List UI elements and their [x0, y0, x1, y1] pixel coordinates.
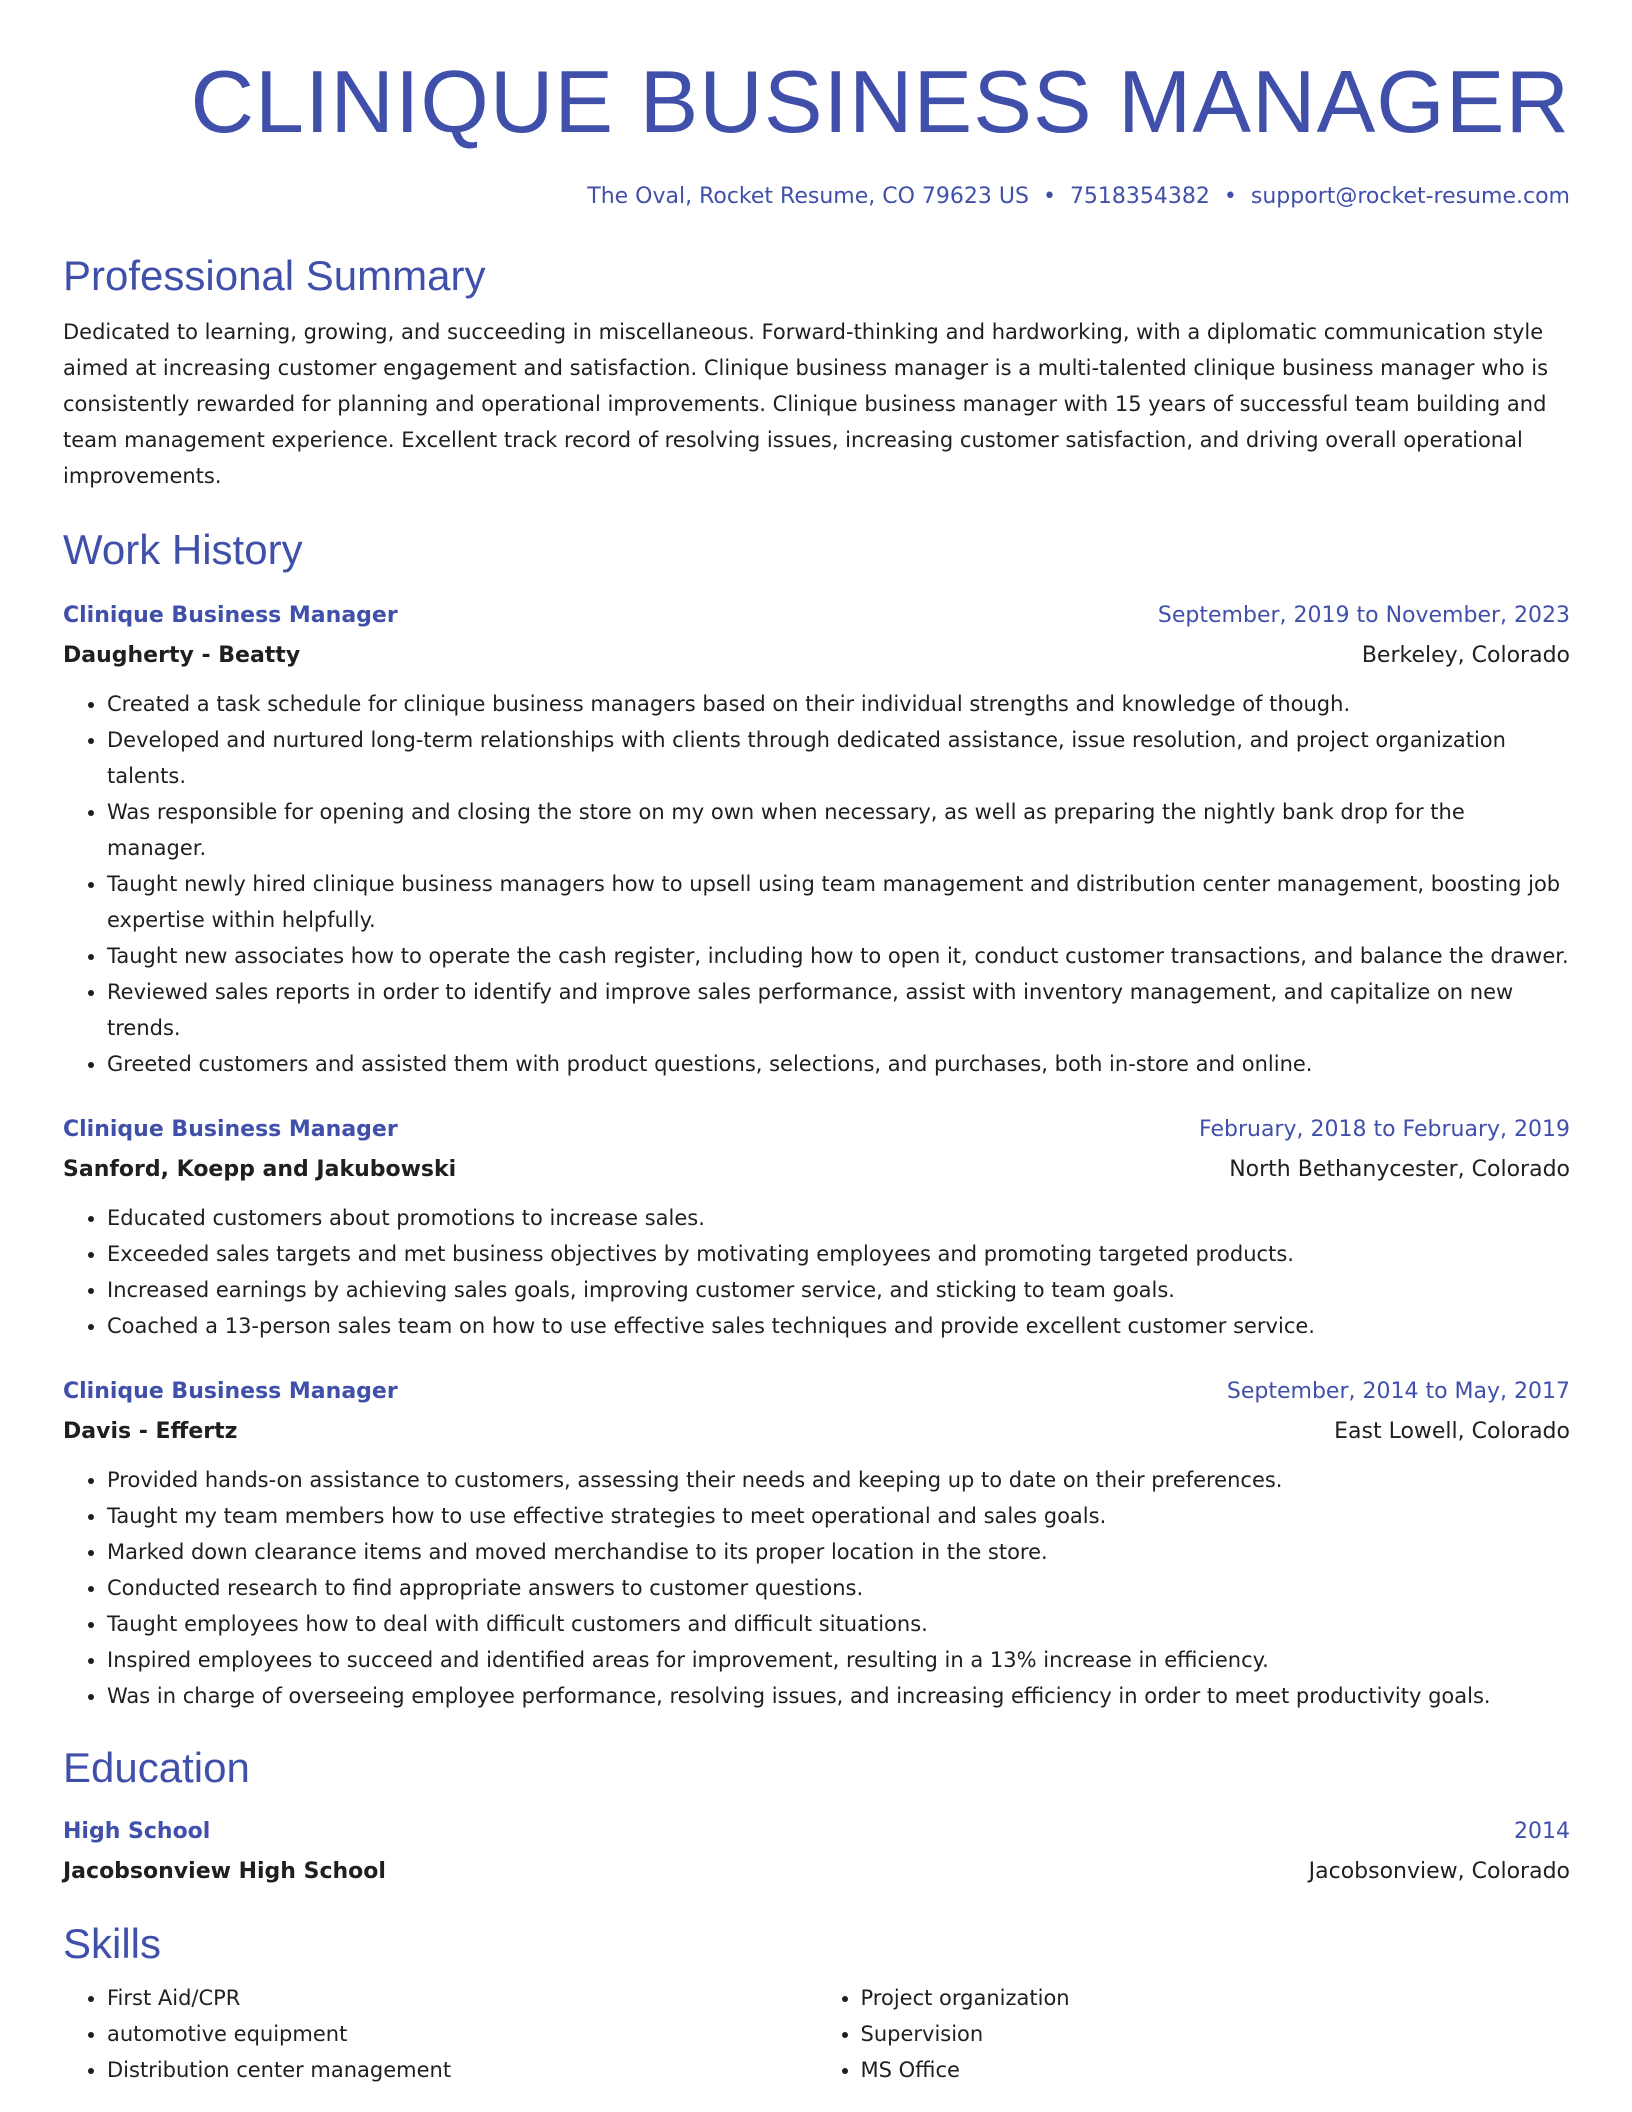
job-bullet: • Reviewed sales reports in order to identify and improve sales performance, assist with inventory management, and capitalize on new trends.	[107, 974, 1570, 1046]
contact-separator: •	[1042, 184, 1056, 209]
summary-heading: Professional Summary	[63, 252, 486, 299]
education-school: Jacobsonview High School	[63, 1859, 386, 1884]
job-bullet: • Educated customers about promotions to increase sales.	[107, 1200, 1570, 1236]
summary-text: Dedicated to learning, growing, and succeeding in miscellaneous. Forward-thinking and hardworking, with a diplomatic communication style aimed at increasing customer engagement and satisfaction. Clinique business manager is a multi-talented clinique business manager who is consistently rewarded for planning and operational improvements. Clinique business manager with 15 years of successful team building and team management experience. Excellent track record of resolving issues, increasing customer satisfaction, and driving overall operational improvements.	[63, 320, 1549, 488]
job-bullet: • Provided hands-on assistance to customers, assessing their needs and keeping up to date on their preferences.	[107, 1462, 1570, 1498]
job-employer: Davis - Effertz	[63, 1419, 238, 1444]
job-bullet: • Greeted customers and assisted them with product questions, selections, and purchases, both in-store and online.	[107, 1046, 1570, 1082]
candidate-name: CLINIQUE BUSINESS MANAGER	[190, 52, 1570, 151]
job-role: Clinique Business Manager	[63, 1379, 398, 1404]
job-bullet: • Exceeded sales targets and met business objectives by motivating employees and promoting targeted products.	[107, 1236, 1570, 1272]
job-entry	[63, 596, 1570, 1082]
contact-email[interactable]: support@rocket-resume.com	[1250, 184, 1570, 209]
education-location: Jacobsonview, Colorado	[1308, 1859, 1570, 1884]
job-dates: September, 2014 to May, 2017	[1226, 1379, 1570, 1404]
education-header-row	[63, 1812, 1570, 1852]
job-role: Clinique Business Manager	[63, 603, 398, 628]
job-employer-row	[63, 1150, 1570, 1190]
job-bullet: • Developed and nurtured long-term relationships with clients through dedicated assistance, issue resolution, and project organization talents.	[107, 722, 1570, 794]
job-entry	[63, 1372, 1570, 1714]
job-employer: Sanford, Koepp and Jakubowski	[63, 1157, 457, 1182]
skill-item: • Distribution center management	[107, 2052, 817, 2088]
job-bullet: • Conducted research to find appropriate answers to customer questions.	[107, 1570, 1570, 1606]
job-location: North Bethanycester, Colorado	[1229, 1157, 1570, 1182]
education-school-row	[63, 1852, 1570, 1892]
job-employer: Daugherty - Beatty	[63, 643, 301, 668]
education-year: 2014	[1514, 1819, 1570, 1844]
job-entry	[63, 1110, 1570, 1344]
skill-item: • Supervision	[861, 2016, 1571, 2052]
job-employer-row	[63, 636, 1570, 676]
job-dates: September, 2019 to November, 2023	[1157, 603, 1570, 628]
job-bullet: • Taught my team members how to use effective strategies to meet operational and sales goals.	[107, 1498, 1570, 1534]
job-bullet: • Coached a 13-person sales team on how to use effective sales techniques and provide excellent customer service.	[107, 1308, 1570, 1344]
contact-phone: 7518354382	[1069, 184, 1210, 209]
education-heading: Education	[63, 1744, 250, 1791]
contact-address: The Oval, Rocket Resume, CO 79623 US	[587, 184, 1029, 209]
job-bullets	[63, 1200, 1570, 1344]
job-bullet: • Taught employees how to deal with difficult customers and difficult situations.	[107, 1606, 1570, 1642]
job-bullets	[63, 1462, 1570, 1714]
skills-list	[63, 1980, 1570, 2088]
job-employer-row	[63, 1412, 1570, 1452]
skill-item: • MS Office	[861, 2052, 1571, 2088]
job-bullet: • Taught newly hired clinique business managers how to upsell using team management and distribution center management, boosting job expertise within helpfully.	[107, 866, 1570, 938]
job-bullets	[63, 686, 1570, 1082]
job-location: East Lowell, Colorado	[1334, 1419, 1570, 1444]
contact-line	[63, 182, 1570, 212]
job-bullet: • Created a task schedule for clinique business managers based on their individual strengths and knowledge of though.	[107, 686, 1570, 722]
job-bullet: • Inspired employees to succeed and identified areas for improvement, resulting in a 13% increase in efficiency.	[107, 1642, 1570, 1678]
job-header-row	[63, 1372, 1570, 1412]
job-dates: February, 2018 to February, 2019	[1199, 1117, 1570, 1142]
job-bullet: • Increased earnings by achieving sales goals, improving customer service, and sticking to team goals.	[107, 1272, 1570, 1308]
job-bullet: • Was responsible for opening and closing the store on my own when necessary, as well as preparing the nightly bank drop for the manager.	[107, 794, 1570, 866]
job-role: Clinique Business Manager	[63, 1117, 398, 1142]
job-header-row	[63, 596, 1570, 636]
skills-heading: Skills	[63, 1920, 162, 1967]
job-bullet: • Marked down clearance items and moved merchandise to its proper location in the store.	[107, 1534, 1570, 1570]
education-entry	[63, 1812, 1570, 1892]
job-location: Berkeley, Colorado	[1361, 643, 1570, 668]
skill-item: • Project organization	[861, 1980, 1571, 2016]
work-history-heading: Work History	[63, 526, 303, 573]
skill-item: • First Aid/CPR	[107, 1980, 817, 2016]
job-header-row	[63, 1110, 1570, 1150]
skill-item: • automotive equipment	[107, 2016, 817, 2052]
job-bullet: • Taught new associates how to operate the cash register, including how to open it, conduct customer transactions, and balance the drawer.	[107, 938, 1570, 974]
education-degree: High School	[63, 1819, 211, 1844]
contact-separator: •	[1223, 184, 1237, 209]
skills-column-left	[63, 1980, 817, 2088]
job-bullet: • Was in charge of overseeing employee performance, resolving issues, and increasing efficiency in order to meet productivity goals.	[107, 1678, 1570, 1714]
skills-column-right	[817, 1980, 1571, 2088]
